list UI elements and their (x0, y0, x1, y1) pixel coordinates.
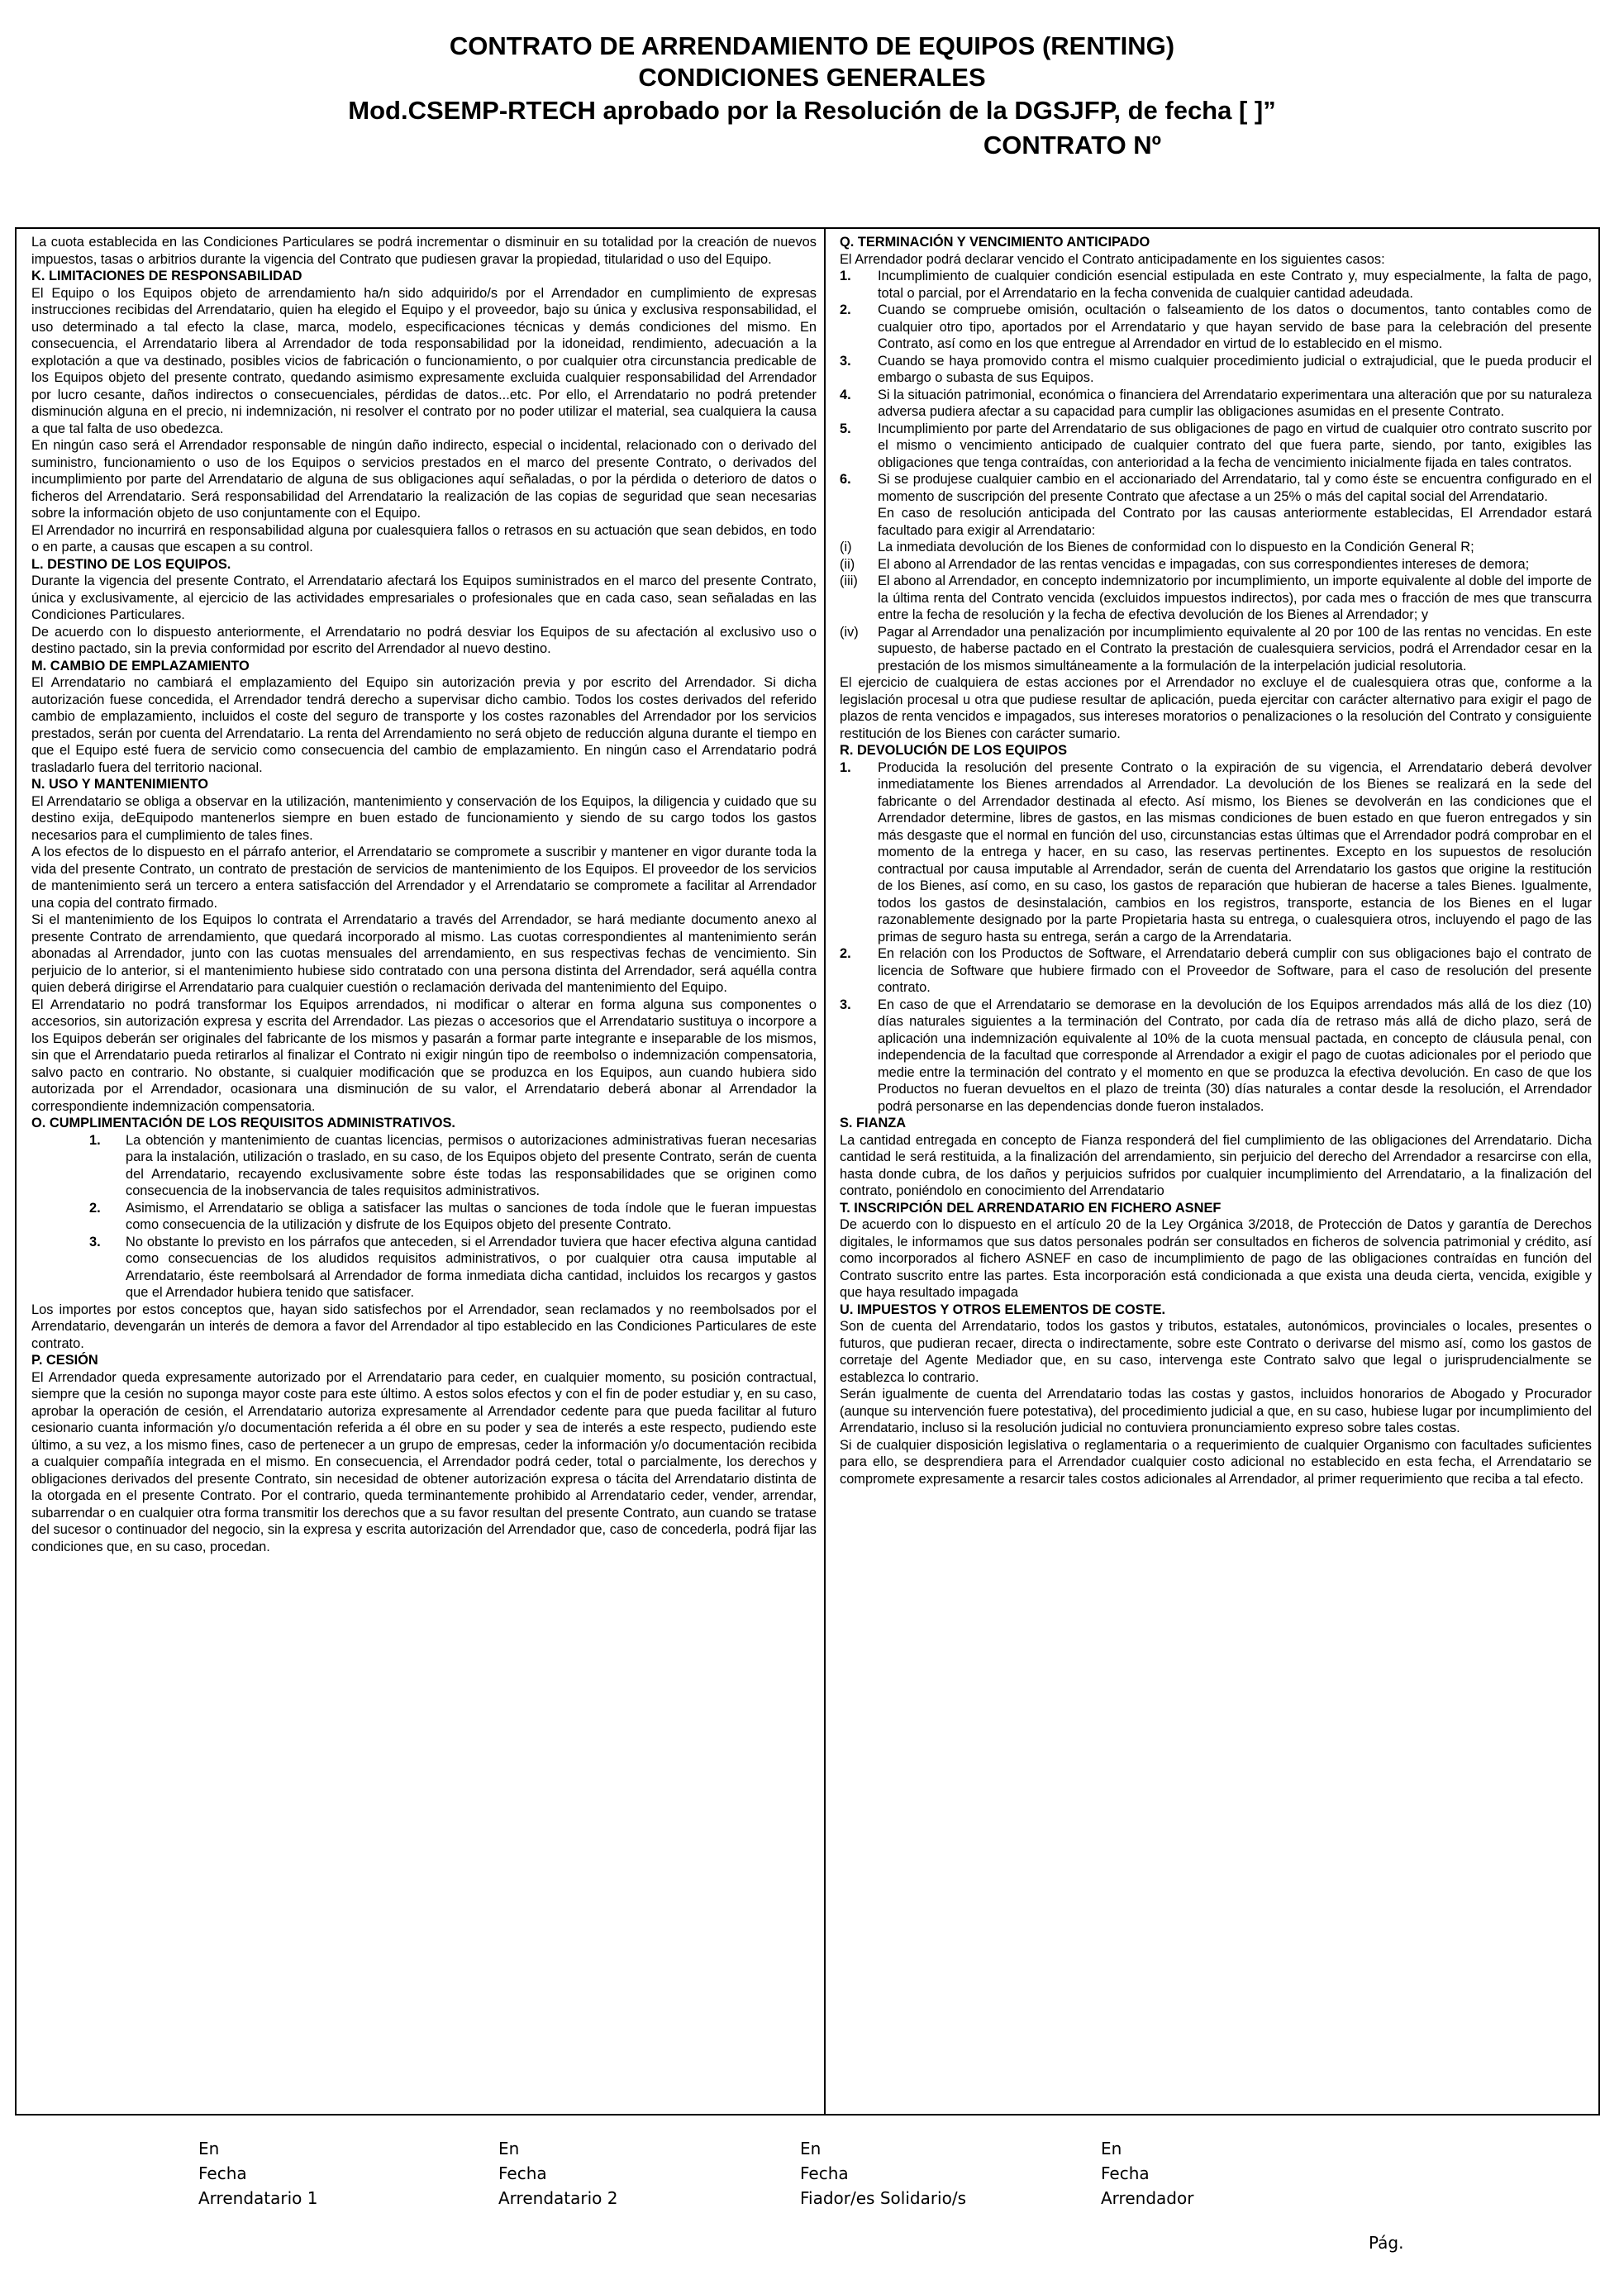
section-t-title: T. INSCRIPCIÓN DEL ARRENDATARIO EN FICHERO ASNEF (840, 1200, 1222, 1216)
section-o-item (31, 1234, 817, 1302)
section-t-paragraph: De acuerdo con lo dispuesto en el artículo 20 de la Ley Orgánica 3/2018, de Protección de Datos y garantía de Derechos digitales, le informamos que sus datos personales podrán ser consultados en ficheros de solvencia patrimonial y crédito, así como incorporados al fichero ASNEF en caso de incumplimiento de pago de las obligaciones contraídas en función del Contrato suscrito entre las partes. Esta incorporación está condicionada a que exista una deuda cierta, vencida, exigible y que haya resultado impagada (840, 1217, 1592, 1300)
signature-block-arrendador (1101, 2136, 1193, 2211)
section-k-paragraph: En ningún caso será el Arrendador responsable de ningún daño indirecto, especial o incidental, relacionado con o derivado del suministro, funcionamiento o uso de los Equipos o servicios prestados en el marco del presente Contrato, o derivados del incumplimiento por parte del Arrendatario de alguna de sus obligaciones aquí señaladas, o por la pérdida o deterioro de datos o ficheros del Arrendatario. Será responsabilidad del Arrendatario la realización de las copias de seguridad que sean necesarias sobre la información objeto de uso conjuntamente con el Equipo. (31, 438, 817, 521)
section-m-paragraph: El Arrendatario no cambiará el emplazamiento del Equipo sin autorización previa y por escrito del Arrendador. Si dicha autorización fuese concedida, el Arrendador tendrá derecho a supervisar dicho cambio. Todos los costes derivados del referido cambio de emplazamiento, incluidos el coste del seguro de transporte y los costes razonables del Arrendador por los servicios prestados, serán por cuenta del Arrendatario. La renta del Arrendamiento no será objeto de reducción alguna durante el tiempo en que el Equipo esté fuera de servicio como consecuencia del cambio de emplazamiento. En ningún caso el Arrendatario podrá trasladarlo fuera del territorio nacional. (31, 675, 817, 775)
section-q-item (840, 471, 1592, 505)
item-text: En caso de que el Arrendatario se demorase en la devolución de los Equipos arrendados más allá de los diez (10) días naturales siguientes a la terminación del Contrato, por cada día de retraso más allá de dicho plazo, será de aplicación una indemnización equivalente al 10% de la cuota mensual pactada, en concepto de cláusula penal, con independencia de la facultad que corresponde al Arrendador a exigir el pago de cuotas adicionales por el periodo que medie entre la terminación del contrato y el momento en que se produzca la efectiva devolución. En caso de que los Productos no fueran devueltos en el plazo de treinta (30) días naturales a contar desde la resolución, el Arrendador podrá personarse en las dependencias donde fueron instalados. (878, 997, 1592, 1114)
conditions-frame (15, 227, 1600, 2116)
signature-place-label: En (800, 2139, 822, 2158)
item-text: Asimismo, el Arrendatario se obliga a satisfacer las multas o sanciones de toda índole que le fueran impuestas como consecuencia de la utilización y disfrute de los Equipos objeto del presente Contrato. (126, 1200, 817, 1232)
section-k-paragraph: El Equipo o los Equipos objeto de arrendamiento ha/n sido adquirido/s por el Arrendador en cumplimiento de expresas instrucciones recibidas del Arrendatario, quien ha elegido el Equipo y el proveedor, bajo su única y exclusiva responsabilidad, el uso determinado a tal efecto la clase, marca, modelo, especificaciones técnicas y demás condiciones del mismo. En consecuencia, el Arrendatario libera al Arrendador de toda responsabilidad por la idoneidad, rendimiento, adecuación a la explotación a que va destinado, posibles vicios de fabricación o funcionamiento, o por cualquier otra circunstancia predicable de los Equipos objeto del presente contrato, quedando asimismo expresamente excluida cualquier responsabilidad del Arrendador por lucro cesante, daños indirectos o consecuenciales, pérdidas de datos...etc. Por ello, el Arrendatario no podrá pretender disminución alguna en el precio, ni indemnización, ni resolver el contrato por no poder utilizar el material, sea cualquiera la causa a que tal falta de uso obedezca. (31, 285, 817, 436)
item-number: 1. (840, 269, 851, 283)
signature-date-label: Fecha (498, 2163, 547, 2183)
section-q-roman-item (840, 556, 1592, 574)
item-text: Producida la resolución del presente Contrato o la expiración de su vigencia, el Arrendatario deberá devolver inmediatamente los Bienes arrendados al Arrendador. La devolución de los Bienes se realizará en la sede del fabricante o del Arrendador destinada al efecto. Así mismo, los Bienes se devolverán en las condiciones que el Arrendador determine, libres de gastos, en las mismas condiciones de buen estado en que fueron entregados y sin más desgaste que el normal en función del uso, circunstancias estas últimas que el Arrendador podrá comprobar en el momento de la entrega y hacer, en su caso, las reservas pertinentes. Excepto en los supuestos de resolución contractual por causa imputable al Arrendador, serán de cuenta del Arrendatario los gastos que origine la restitución de los Bienes, así como, en su caso, los gastos de reparación que hubieran de hacerse a tales Bienes. Igualmente, todos los gastos de desinstalación, cambios en los registros, transporte, estancia de los Bienes en el lugar razonablemente designado por la parte Propietaria hasta su entrega, o cualesquiera otros, incluyendo el pago de las primas de seguro hasta su entrega, serán a cargo de la Arrendataria. (878, 759, 1592, 945)
signature-date-label: Fecha (198, 2163, 247, 2183)
item-text: Cuando se haya promovido contra el mismo cualquier procedimiento judicial o extrajudicial, que le pueda producir el embargo o subasta de sus Equipos. (878, 353, 1592, 385)
item-number: 4. (840, 387, 851, 402)
section-q-intro: El Arrendador podrá declarar vencido el Contrato anticipadamente en los siguientes casos: (840, 251, 1385, 267)
section-q-resolution-paragraph: En caso de resolución anticipada del Contrato por las causas anteriormente establecidas, El Arrendador estará facultado para exigir al Arrendatario: (878, 506, 1592, 538)
section-n-paragraph: El Arrendatario no podrá transformar los Equipos arrendados, ni modificar o alterar en forma alguna sus componentes o accesorios, sin autorización expresa y escrita del Arrendador. Las piezas o accesorios que el Arrendatario sustituya o incorpore a los Equipos deberán ser originales del fabricante de los mismos y pasarán a formar parte integrante e inseparable de los mismos, sin que el Arrendatario pueda retirarlos al finalizar el Contrato ni exigir ningún tipo de reembolso o indemnización compensatoria, salvo pacto en contrario. No obstante, si cualquier modificación que se produzca en los Equipos, aun cuando hubiera sido autorizada por el Arrendador, ocasionara una disminución de su valor, el Arrendatario deberá abonar al Arrendador la correspondiente indemnización compensatoria. (31, 997, 817, 1114)
item-text: Cuando se compruebe omisión, ocultación o falseamiento de los datos o documentos, tanto contables como de cualquier otro tipo, aportados por el Arrendatario y que hayan servido de base para la celebración del presente Contrato, así como en los que entregue al Arrendador en virtud de lo establecido en el mismo. (878, 302, 1592, 351)
item-text: Pagar al Arrendador una penalización por incumplimiento equivalente al 20 por 100 de las rentas no vencidas. En este supuesto, de haberse pactado en el Contrato la prestación de cualesquiera servicios, podrá el Arrendador cesar en la prestación de los mismos simultáneamente a la formulación de la interpelación judicial resolutoria. (878, 624, 1592, 673)
section-u-paragraph: Son de cuenta del Arrendatario, todos los gastos y tributos, estatales, autonómicos, provinciales o locales, presentes o futuros, que pudieran recaer, directa o indirectamente, sobre este Contrato o derivarse del mismo así, como los gastos de corretaje del Agente Mediador que, en su caso, intervenga este Contrato salvo que legal o jurisprudencialmente se establezca lo contrario. (840, 1319, 1592, 1385)
section-k-paragraph: El Arrendador no incurrirá en responsabilidad alguna por cualesquiera fallos o retrasos en su actuación que sean debidos, en todo o en parte, a causas que escapen a su control. (31, 522, 817, 554)
section-m-title: M. CAMBIO DE EMPLAZAMIENTO (31, 658, 250, 673)
right-column (840, 234, 1592, 1487)
signature-block-arrendatario-2 (498, 2136, 617, 2211)
section-o-paragraph: Los importes por estos conceptos que, hayan sido satisfechos por el Arrendador, sean reclamados y no reembolsados por el Arrendatario, devengarán un interés de demora a favor del Arrendador al tipo establecido en las Condiciones Particulares de este contrato. (31, 1302, 817, 1351)
section-u-paragraph: Serán igualmente de cuenta del Arrendatario todas las costas y gastos, incluidos honorarios de Abogado y Procurador (aunque su intervención fuere potestativa), del procedimiento judicial a que, en su caso, hubiese lugar por incumplimiento del Arrendatario, incluso si la resolución judicial no contuviera pronunciamiento expreso sobre tales costas. (840, 1387, 1592, 1435)
item-number: (iii) (840, 574, 858, 588)
section-q-roman-item (840, 573, 1592, 624)
signature-place-label: En (198, 2139, 220, 2158)
section-s-paragraph: La cantidad entregada en concepto de Fianza responderá del fiel cumplimiento de las obligaciones del Arrendatario. Dicha cantidad le será restituida, a la finalización del arrendamiento, sin perjuicio del derecho del Arrendador a resarcirse con ella, hasta donde cubra, de los daños y perjuicios sufridos por cualquier incumplimiento del Arrendatario, a la finalización del contrato, poniéndolo en conocimiento del Arrendatario (840, 1132, 1592, 1198)
section-q-item (840, 268, 1592, 302)
section-l-paragraph: Durante la vigencia del presente Contrato, el Arrendatario afectará los Equipos suministrados en el marco del presente Contrato, única y exclusivamente, al ejercicio de las actividades empresariales o profesionales que en cada caso, sean señaladas en las Condiciones Particulares. (31, 574, 817, 622)
item-text: Incumplimiento por parte del Arrendatario de sus obligaciones de pago en virtud de cualquier otro contrato suscrito por el mismo o vencimiento anticipado de cualquier contrato del que fuera parte, siendo, por tanto, exigibles las obligaciones que tenga contraídas, con anterioridad a la fecha de vencimiento inicialmente fijada en tales contratos. (878, 421, 1592, 470)
left-column (31, 234, 817, 1555)
section-r-title: R. DEVOLUCIÓN DE LOS EQUIPOS (840, 743, 1068, 758)
section-q-item (840, 387, 1592, 421)
section-q-roman-item (840, 539, 1592, 556)
section-q-item (840, 421, 1592, 472)
section-q-roman-item (840, 624, 1592, 675)
item-number: 2. (89, 1200, 101, 1216)
section-r-item (840, 759, 1592, 946)
item-text: El abono al Arrendador, en concepto indemnizatorio por incumplimiento, un importe equivalente al doble del importe de la última renta del Contrato vencida (excluidos impuestos indirectos), por cada mes o fracción de mes que transcurra entre la fecha de resolución y la fecha de efectiva devolución de los Bienes al Arrendador; y (878, 574, 1592, 622)
item-number: 2. (840, 946, 851, 961)
intro-paragraph: La cuota establecida en las Condiciones Particulares se podrá incrementar o disminuir en su totalidad por la creación de nuevos impuestos, tasas o arbitrios durante la vigencia del Contrato que pudiesen gravar la propiedad, titularidad o uso del Equipo. (31, 235, 817, 267)
section-o-item (31, 1200, 817, 1234)
signature-block-fiador (800, 2136, 966, 2211)
signature-role-label: Arrendatario 1 (198, 2188, 318, 2208)
section-o-title: O. CUMPLIMENTACIÓN DE LOS REQUISITOS ADMINISTRATIVOS. (31, 1116, 455, 1130)
item-number: 5. (840, 421, 851, 436)
section-l-paragraph: De acuerdo con lo dispuesto anteriormente, el Arrendatario no podrá desviar los Equipos de su afectación al exclusivo uso o destino pactado, sin la previa conformidad por escrito del Arrendador al nuevo destino. (31, 624, 817, 656)
document-title: CONTRATO DE ARRENDAMIENTO DE EQUIPOS (RENTING) (449, 31, 1175, 60)
section-q-title: Q. TERMINACIÓN Y VENCIMIENTO ANTICIPADO (840, 235, 1150, 250)
item-text: Si se produjese cualquier cambio en el accionariado del Arrendatario, tal y como éste se encuentra configurado en el momento de suscripción del presente Contrato que afectase a un 25% o más del capital social del Arrendatario. (878, 472, 1592, 504)
section-u-paragraph: Si de cualquier disposición legislativa o reglamentaria o a requerimiento de cualquier Organismo con facultades suficientes para ello, se desprendiera para el Arrendador cualquier costo adicional no establecido en esta fecha, el Arrendatario se compromete expresamente a resarcir tales costos adicionales al Arrendador, al primer requerimiento que reciba a tal efecto. (840, 1437, 1592, 1487)
item-text: La inmediata devolución de los Bienes de conformidad con lo dispuesto en la Condición General R; (878, 540, 1474, 554)
section-q-paragraph: El ejercicio de cualquiera de estas acciones por el Arrendador no excluye el de cualesquiera otras que, conforme a la legislación procesal u otra que pudiese resultar de aplicación, pueda ejercitar con carácter alternativo para exigir el pago de plazos de renta vencidos e impagados, sus intereses moratorios o penalizaciones o la resolución del Contrato y consiguiente restitución de los Bienes con carácter sumario. (840, 675, 1592, 741)
signature-place-label: En (498, 2139, 520, 2158)
section-r-item (840, 997, 1592, 1116)
signature-date-label: Fecha (800, 2163, 849, 2183)
section-l-title: L. DESTINO DE LOS EQUIPOS. (31, 556, 231, 572)
item-number: 3. (840, 997, 851, 1012)
column-divider (824, 229, 826, 2114)
document-subtitle: CONDICIONES GENERALES (638, 63, 986, 92)
item-text: Incumplimiento de cualquier condición esencial estipulada en este Contrato y, muy especialmente, la falta de pago, total o parcial, por el Arrendatario en la fecha convenida de cualquier cantidad adeudada. (878, 269, 1592, 301)
section-r-item (840, 945, 1592, 997)
item-number: 1. (840, 759, 851, 775)
section-q-item (840, 302, 1592, 353)
section-n-paragraph: El Arrendatario se obliga a observar en la utilización, mantenimiento y conservación de los Equipos, la diligencia y cuidado que su destino exija, deEquipodo mantenerlos siempre en buen estado de funcionamiento y siendo de su cargo todos los gastos necesarios para el cumplimiento de tales fines. (31, 793, 817, 843)
item-number: (iv) (840, 624, 859, 640)
section-p-paragraph: El Arrendador queda expresamente autorizado por el Arrendatario para ceder, en cualquier momento, su posición contractual, siempre que la cesión no suponga mayor coste para este último. A estos solos efectos y con el fin de poder estudiar y, en su caso, aprobar la operación de cesión, el Arrendatario autoriza expresamente al Arrendador cedente para que pueda facilitar al futuro cesionario cuanta información y/o documentación referida a él obre en su poder y sea de interés a este respecto, pudiendo este último, a su vez, a los mismo fines, caso de pertenecer a un grupo de empresas, ceder la información y/o documentación recibida a cualquier compañía integrada en el mismo. En consecuencia, el Arrendador podrá ceder, total o parcialmente, los derechos y obligaciones derivados del presente Contrato, sin necesidad de obtener autorización expresa o tácita del Arrendatario distinta de la otorgada en el presente Contrato. Por el contrario, queda terminantemente prohibido al Arrendatario ceder, vender, arrendar, subarrendar o en cualquier otra forma transmitir los derechos que a su favor resultan del presente Contrato, aun cuando se tratase del sucesor o continuador del negocio, sin la expresa y escrita autorización del Arrendador que, caso de concederla, podrá fijar las condiciones que, en su caso, procedan. (31, 1369, 817, 1554)
section-n-paragraph: A los efectos de lo dispuesto en el párrafo anterior, el Arrendatario se compromete a suscribir y mantener en vigor durante toda la vida del presente Contrato, un contrato de prestación de servicios de mantenimiento de los Equipos. El proveedor de los servicios de mantenimiento será un tercero a entera satisfacción del Arrendador y el Arrendatario se compromete a facilitar al Arrendador una copia del contrato firmado. (31, 845, 817, 911)
signature-place-label: En (1101, 2139, 1122, 2158)
section-n-title: N. USO Y MANTENIMIENTO (31, 777, 209, 792)
signature-role-label: Arrendatario 2 (498, 2188, 618, 2208)
section-p-title: P. CESIÓN (31, 1353, 98, 1368)
item-number: 6. (840, 472, 851, 487)
item-number: (i) (840, 540, 852, 554)
section-s-title: S. FIANZA (840, 1116, 907, 1130)
item-number: (ii) (840, 556, 855, 572)
section-k-title: K. LIMITACIONES DE RESPONSABILIDAD (31, 269, 302, 283)
item-text: En relación con los Productos de Software, el Arrendatario deberá cumplir con sus obligaciones bajo el contrato de licencia de Software que hubiere firmado con el Proveedor de Software, para el caso de resolución del presente contrato. (878, 946, 1592, 995)
item-text: El abono al Arrendador de las rentas vencidas e impagadas, con sus correspondientes intereses de demora; (878, 556, 1530, 572)
item-number: 3. (89, 1234, 101, 1249)
item-number: 1. (89, 1132, 101, 1148)
document-model-reference: Mod.CSEMP-RTECH aprobado por la Resolución de la DGSJFP, de fecha [ ]” (348, 96, 1276, 125)
section-n-paragraph: Si el mantenimiento de los Equipos lo contrata el Arrendatario a través del Arrendador, se hará mediante documento anexo al presente Contrato de arrendamiento, que quedará incorporado al mismo. Las cuotas correspondientes al mantenimiento serán abonadas al Arrendador, junto con las cuotas mensuales del arrendamiento, en sus respectivas fechas de vencimiento. Sin perjuicio de lo anterior, si el mantenimiento hubiese sido contratado con una persona distinta del Arrendador, será aquélla contra quien deberá dirigirse el Arrendatario para cualquier cuestión o reclamación derivada del mantenimiento del Equipo. (31, 912, 817, 995)
item-number: 2. (840, 302, 851, 317)
signature-role-label: Arrendador (1101, 2188, 1194, 2208)
signature-block-arrendatario-1 (198, 2136, 317, 2211)
section-q-item (840, 353, 1592, 387)
item-text: No obstante lo previsto en los párrafos que anteceden, si el Arrendador tuviera que hacer efectiva alguna cantidad como consecuencias de los aludidos requisitos administrativos, o por cualquier otra causa imputable al Arrendatario, éste reembolsará al Arrendador de forma inmediata dicha cantidad, incluidos los recargos y gastos que el Arrendador hubiera tenido que satisfacer. (126, 1234, 817, 1300)
item-text: La obtención y mantenimiento de cuantas licencias, permisos o autorizaciones administrativas fueran necesarias para la instalación, utilización o traslado, en su caso, de los Equipos objeto del presente Contrato, serán de cuenta del Arrendatario, recayendo exclusivamente sobre éste todas las responsabilidades que se originen como consecuencia de la inobservancia de tales requisitos administrativos. (126, 1132, 817, 1198)
section-o-item (31, 1132, 817, 1200)
page-number-label: Pág. (1369, 2233, 1404, 2253)
contract-number-label: CONTRATO Nº (983, 131, 1161, 159)
item-number: 3. (840, 353, 851, 369)
signature-role-label: Fiador/es Solidario/s (800, 2188, 967, 2208)
signature-date-label: Fecha (1101, 2163, 1150, 2183)
item-text: Si la situación patrimonial, económica o financiera del Arrendatario experimentara una alteración que por su naturaleza adversa pudiera afectar a su capacidad para cumplir las obligaciones asumidas en el presente Contrato. (878, 387, 1592, 419)
section-u-title: U. IMPUESTOS Y OTROS ELEMENTOS DE COSTE. (840, 1302, 1166, 1317)
